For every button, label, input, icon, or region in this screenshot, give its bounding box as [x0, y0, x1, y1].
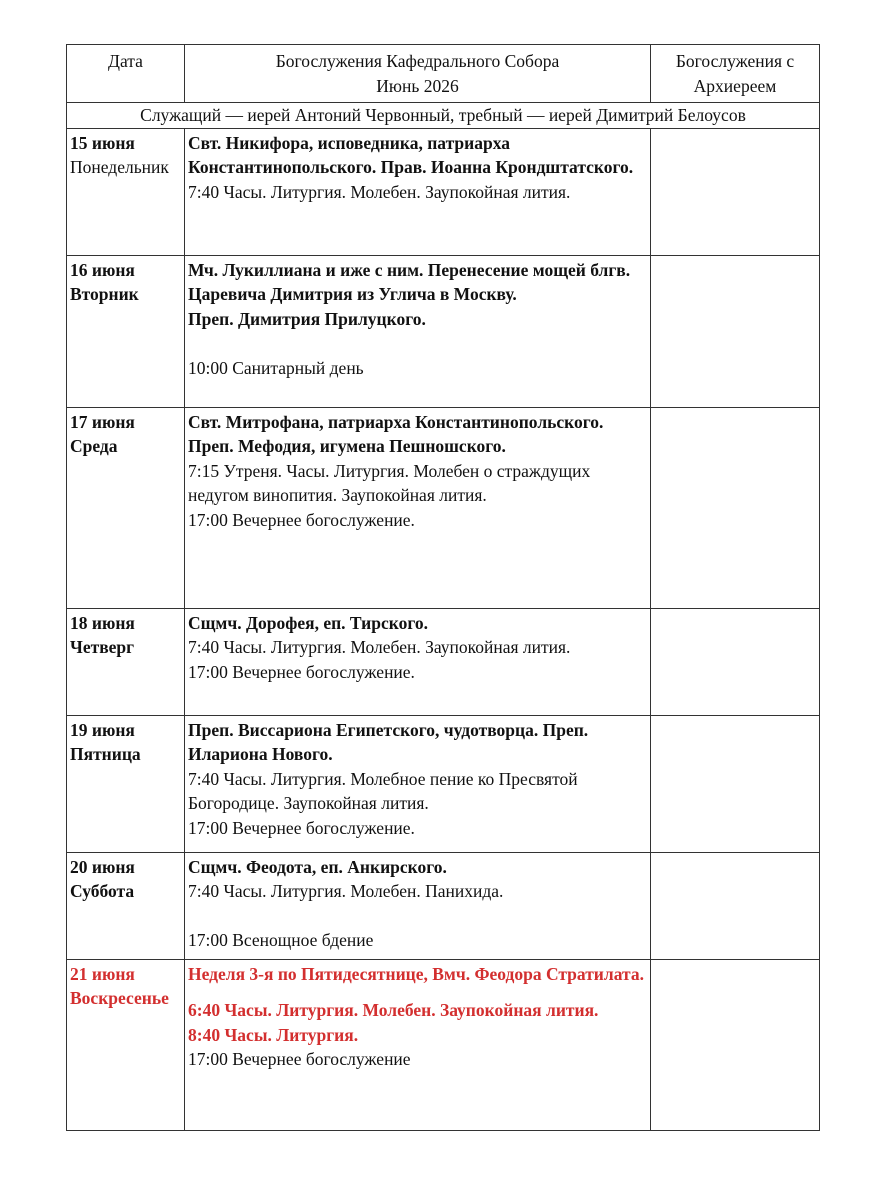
day-row-19 [67, 715, 820, 852]
feast-title: Сщмч. Дорофея, еп. Тирского. [188, 612, 428, 633]
date: 16 июня [70, 259, 135, 280]
weekday: Понедельник [70, 157, 169, 177]
service-line: 17:00 Вечернее богослужение. [188, 817, 415, 838]
service-line: 8:40 Часы. Литургия. [188, 1024, 359, 1045]
bishop-cell [651, 959, 820, 1130]
bishop-column-header: Богослужения с Архиереем [651, 45, 820, 103]
bishop-cell [651, 128, 820, 255]
spacer [188, 904, 647, 929]
clergy-row [67, 103, 820, 129]
service-line: 7:40 Часы. Литургия. Молебное пение ко Пресвятой Богородице. Заупокойная лития. [188, 768, 578, 813]
feast-title: Свт. Никифора, исповедника, патриарха Константинопольского. Прав. Иоанна Крондштатского. [188, 132, 634, 177]
bishop-cell [651, 715, 820, 852]
service-line: 10:00 Санитарный день [188, 357, 364, 378]
spacer [188, 986, 647, 998]
date: 17 июня [70, 411, 135, 432]
date: 18 июня [70, 612, 135, 633]
weekday: Четверг [70, 637, 135, 657]
service-line: 7:15 Утреня. Часы. Литургия. Молебен о страждущих недугом винопития. Заупокойная лития. [188, 460, 591, 505]
service-line: 17:00 Вечернее богослужение. [188, 509, 415, 530]
date-cell [67, 852, 185, 959]
feast-title: Неделя 3-я по Пятидесятнице, Вмч. Феодора Стратилата. [188, 963, 644, 984]
day-row-16 [67, 255, 820, 407]
spacer [188, 331, 647, 356]
bishop-cell [651, 608, 820, 715]
day-row-17 [67, 407, 820, 608]
services-cell [185, 407, 651, 608]
feast-title: Преп. Виссариона Египетского, чудотворца. Преп. Илариона Нового. [188, 719, 589, 764]
date: 15 июня [70, 132, 135, 153]
day-row-20 [67, 852, 820, 959]
service-line: 6:40 Часы. Литургия. Молебен. Заупокойная лития. [188, 1000, 599, 1020]
date-cell [67, 959, 185, 1130]
weekday: Воскресенье [70, 988, 169, 1008]
services-cell [185, 608, 651, 715]
day-row-15 [67, 128, 820, 255]
weekday: Среда [70, 436, 118, 456]
service-line: 7:40 Часы. Литургия. Молебен. Заупокойная лития. [188, 181, 571, 202]
service-line: 17:00 Вечернее богослужение [188, 1049, 411, 1069]
date-cell [67, 407, 185, 608]
weekday: Пятница [70, 744, 141, 764]
schedule-table [66, 44, 820, 1131]
date-cell [67, 255, 185, 407]
weekday: Вторник [70, 284, 139, 304]
services-cell [185, 715, 651, 852]
bishop-cell [651, 852, 820, 959]
services-cell [185, 128, 651, 255]
date: 20 июня [70, 856, 135, 877]
feast-title: Свт. Митрофана, патриарха Константинопольского. Преп. Мефодия, игумена Пешношского. [188, 411, 604, 456]
date: 21 июня [70, 963, 135, 984]
service-line: 7:40 Часы. Литургия. Молебен. Заупокойная лития. [188, 637, 571, 657]
services-cell [185, 959, 651, 1130]
feast-title-2: Преп. Димитрия Прилуцкого. [188, 308, 426, 329]
services-title: Богослужения Кафедрального Собора [275, 51, 560, 71]
services-column-header [185, 45, 651, 103]
date-cell [67, 128, 185, 255]
date-cell [67, 715, 185, 852]
bishop-cell [651, 255, 820, 407]
service-line: 17:00 Вечернее богослужение. [188, 661, 415, 682]
date-cell [67, 608, 185, 715]
day-row-21 [67, 959, 820, 1130]
clergy-text: Служащий — иерей Антоний Червонный, требный — иерей Димитрий Белоусов [67, 103, 820, 129]
feast-title: Мч. Лукиллиана и иже с ним. Перенесение мощей блгв. Царевича Димитрия из Углича в Москву. [188, 259, 631, 304]
services-cell [185, 852, 651, 959]
services-cell [185, 255, 651, 407]
day-row-18 [67, 608, 820, 715]
service-line: 17:00 Всенощное бдение [188, 930, 374, 950]
table-header [67, 45, 820, 103]
month-label: Июнь 2026 [376, 75, 459, 96]
feast-title: Сщмч. Феодота, еп. Анкирского. [188, 856, 447, 877]
service-line: 7:40 Часы. Литургия. Молебен. Панихида. [188, 881, 504, 901]
bishop-cell [651, 407, 820, 608]
date-column-header: Дата [67, 45, 185, 103]
weekday: Суббота [70, 881, 135, 901]
date: 19 июня [70, 719, 135, 740]
